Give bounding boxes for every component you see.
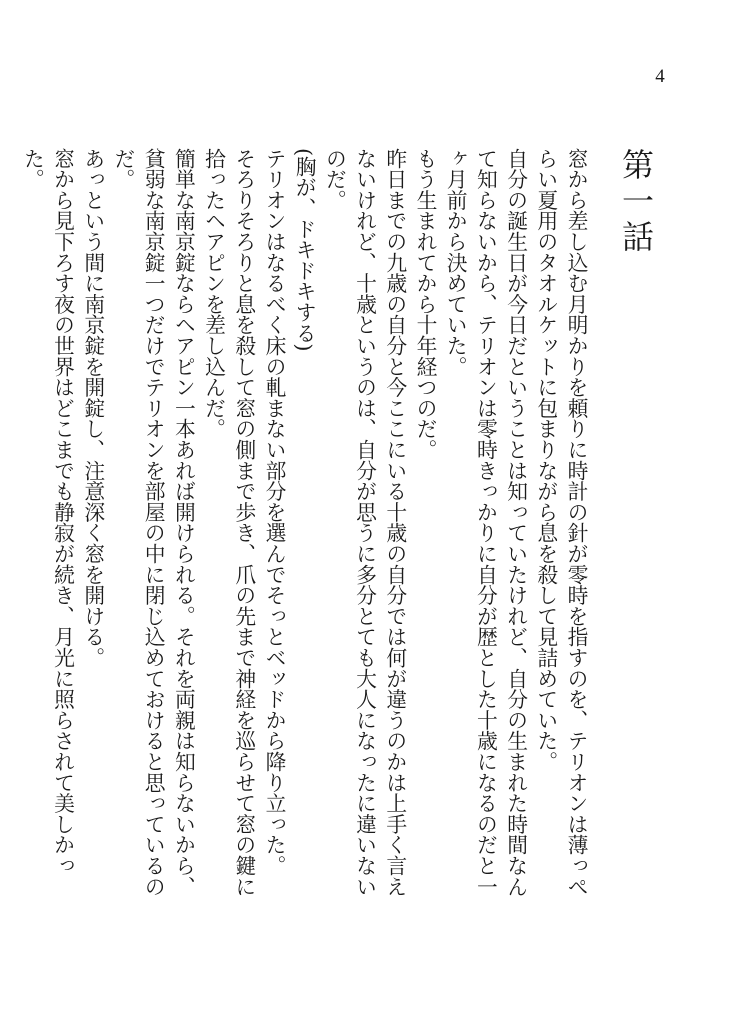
body-text (17, 148, 591, 908)
paragraph: 簡単な南京錠ならヘアピン一本あれば開けられる。それを両親は知らないから、貧弱な南京錠一つだけでテリオンを部屋の中に閉じ込めておけると思っているのだ。 (110, 148, 196, 897)
paragraph: テリオンはなるべく床の軋まない部分を選んでそっとベッドから降り立った。 (261, 148, 286, 876)
paragraph: あっという間に南京錠を開錠し、注意深く窓を開ける。 (80, 148, 105, 668)
page-number: 4 (655, 66, 665, 87)
chapter-title: 第一話 (617, 148, 655, 256)
paragraph: 窓から差し込む月明かりを頼りに時計の針が零時を指すのを、テリオンは薄っぺらい夏用のタオルケットに包まりながら息を殺して見詰めていた。 (533, 148, 588, 897)
paragraph: 自分の誕生日が今日だということは知っていたけれど、自分の生まれた時間なんて知らないから、テリオンは零時きっかりに自分が歴とした十歳になるのだと一ヶ月前から決めていた。 (443, 148, 528, 897)
paragraph: そろりそろりと息を殺して窓の側まで歩き、爪の先まで神経を巡らせて窓の鍵に拾ったヘアピンを差し込んだ。 (201, 148, 256, 897)
paragraph: (胸が、ドキドキする) (292, 148, 317, 352)
paragraph: もう生まれてから十年経つのだ。 (412, 148, 437, 460)
paragraph: 昨日までの九歳の自分と今ここにいる十歳の自分では何が違うのかは上手く言えないけれど、十歳というのは、自分が思うに多分とても大人になったに違いないのだ。 (322, 148, 407, 897)
paragraph: 窓から見下ろす夜の世界はどこまでも静寂が続き、月光に照らされて美しかった。 (20, 148, 75, 876)
